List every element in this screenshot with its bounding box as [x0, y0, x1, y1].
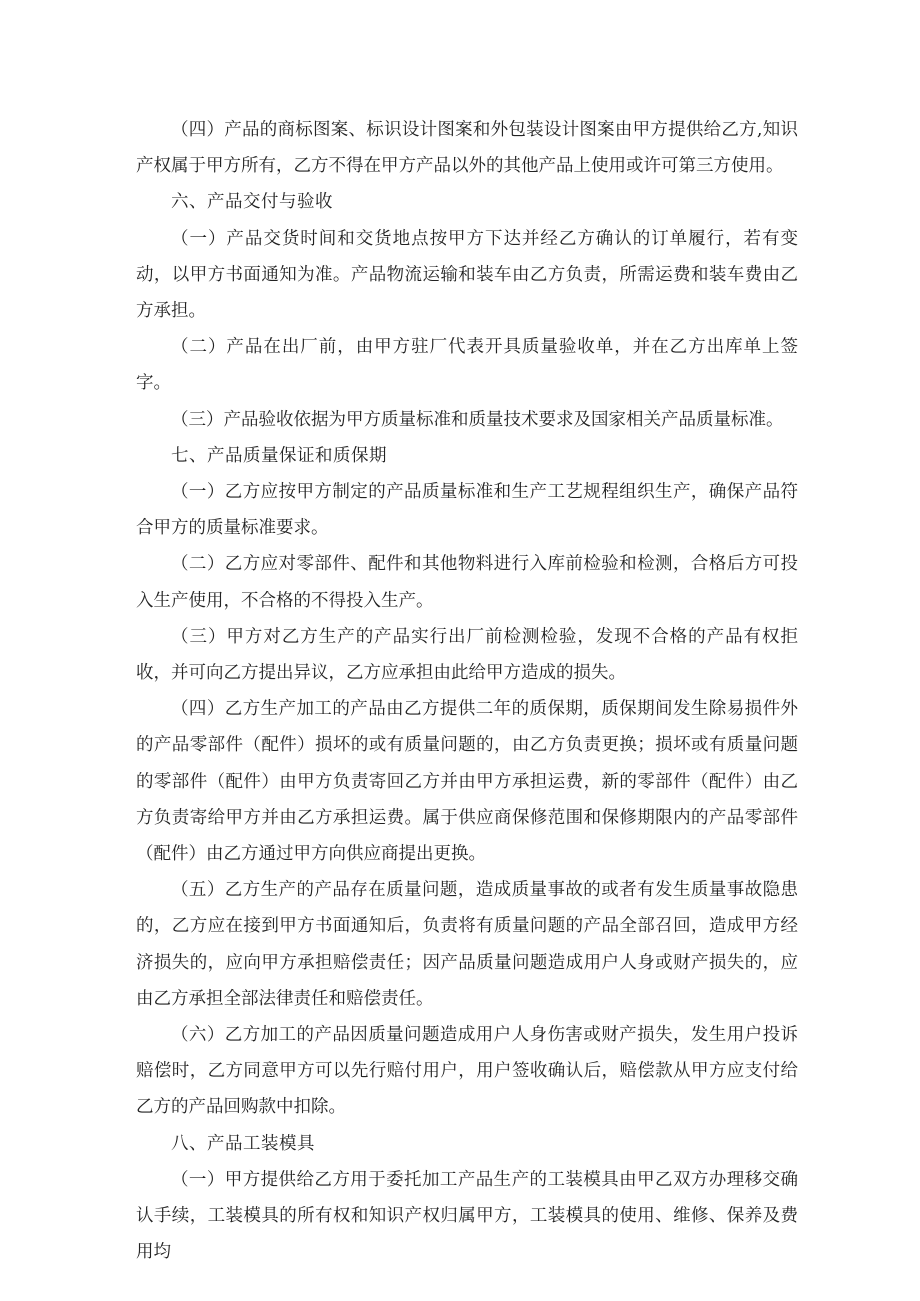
- clause-paragraph: （四）乙方生产加工的产品由乙方提供二年的质保期，质保期间发生除易损件外的产品零部件（配件）损坏的或有质量问题的，由乙方负责更换；损坏或有质量问题的零部件（配件）由甲方负责寄回乙方并由甲方承担运费，新的零部件（配件）由乙方负责寄给甲方并由乙方承担运费。属于供应商保修范围和保修期限内的产品零部件（配件）由乙方通过甲方向供应商提出更换。: [136, 699, 798, 865]
- section-heading: 七、产品质量保证和质保期: [171, 445, 387, 466]
- clause-paragraph: （二）乙方应对零部件、配件和其他物料进行入库前检验和检测，合格后方可投入生产使用，不合格的不得投入生产。: [136, 554, 798, 611]
- clause-paragraph: （三）甲方对乙方生产的产品实行出厂前检测检验，发现不合格的产品有权拒收，并可向乙方提出异议，乙方应承担由此给甲方造成的损失。: [136, 626, 798, 684]
- clause-paragraph: （六）乙方加工的产品因质量问题造成用户人身伤害或财产损失，发生用户投诉赔偿时，乙方同意甲方可以先行赔付用户，用户签收确认后，赔偿款从甲方应支付给乙方的产品回购款中扣除。: [136, 1025, 798, 1118]
- clause-paragraph: （四）产品的商标图案、标识设计图案和外包装设计图案由甲方提供给乙方,知识产权属于甲方所有，乙方不得在甲方产品以外的其他产品上使用或许可第三方使用。: [136, 120, 798, 177]
- clause-paragraph: （一）产品交货时间和交货地点按甲方下达并经乙方确认的订单履行，若有变动，以甲方书面通知为准。产品物流运输和装车由乙方负责，所需运费和装车费由乙方承担。: [136, 228, 798, 322]
- section-heading: 六、产品交付与验收: [171, 192, 333, 213]
- document-body: [136, 112, 798, 1271]
- clause-paragraph: （一）甲方提供给乙方用于委托加工产品生产的工装模具由甲乙双方办理移交确认手续，工装模具的所有权和知识产权归属甲方，工装模具的使用、维修、保养及费用均: [136, 1169, 798, 1263]
- clause-paragraph: （二）产品在出厂前，由甲方驻厂代表开具质量验收单，并在乙方出库单上签字。: [136, 337, 798, 394]
- clause-paragraph: （五）乙方生产的产品存在质量问题，造成质量事故的或者有发生质量事故隐患的，乙方应在接到甲方书面通知后，负责将有质量问题的产品全部召回，造成甲方经济损失的，应向甲方承担赔偿责任；因产品质量问题造成用户人身或财产损失的，应由乙方承担全部法律责任和赔偿责任。: [136, 880, 798, 1009]
- clause-paragraph: （三）产品验收依据为甲方质量标准和质量技术要求及国家相关产品质量标准。: [171, 409, 784, 430]
- section-heading: 八、产品工装模具: [171, 1133, 315, 1154]
- clause-paragraph: （一）乙方应按甲方制定的产品质量标准和生产工艺规程组织生产，确保产品符合甲方的质量标准要求。: [136, 482, 798, 539]
